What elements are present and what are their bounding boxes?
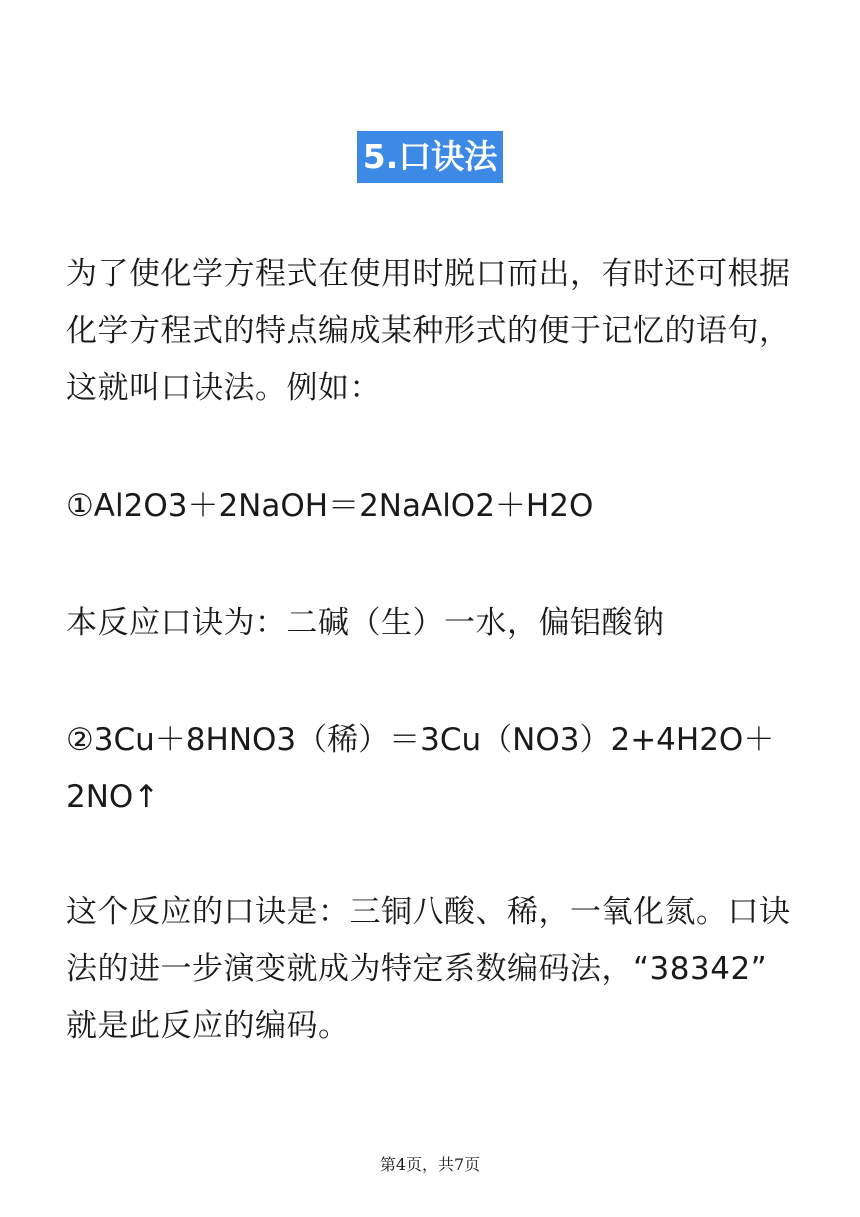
page-number: 第4页，共7页 (379, 1155, 481, 1174)
equation-2-line: 2NO↑ (66, 779, 160, 815)
equation-2 (66, 712, 806, 826)
intro-paragraph (66, 246, 806, 417)
intro-line: 为了使化学方程式在使用时脱口而出，有时还可根据 (66, 256, 791, 292)
mnemonic-1: 本反应口诀为：二碱（生）一水，偏铝酸钠 (66, 605, 665, 641)
intro-line: 这就叫口诀法。例如： (66, 370, 381, 406)
intro-line: 化学方程式的特点编成某种形式的便于记忆的语句， (66, 313, 791, 349)
section-title: 5.口诀法 (357, 131, 504, 183)
explanation-line: 这个反应的口诀是：三铜八酸、稀，一氧化氮。口诀 (66, 894, 791, 930)
equation-2-line: ②3Cu＋8HNO3（稀）＝3Cu（NO3）2+4H2O＋ (66, 722, 775, 758)
explanation-line: 就是此反应的编码。 (66, 1008, 350, 1044)
section-heading-wrap (0, 131, 860, 183)
equation-1: ①Al2O3＋2NaOH＝2NaAlO2＋H2O (66, 488, 594, 524)
explanation-paragraph (66, 884, 806, 1055)
explanation-line: 法的进一步演变就成为特定系数编码法，“38342” (66, 951, 768, 987)
